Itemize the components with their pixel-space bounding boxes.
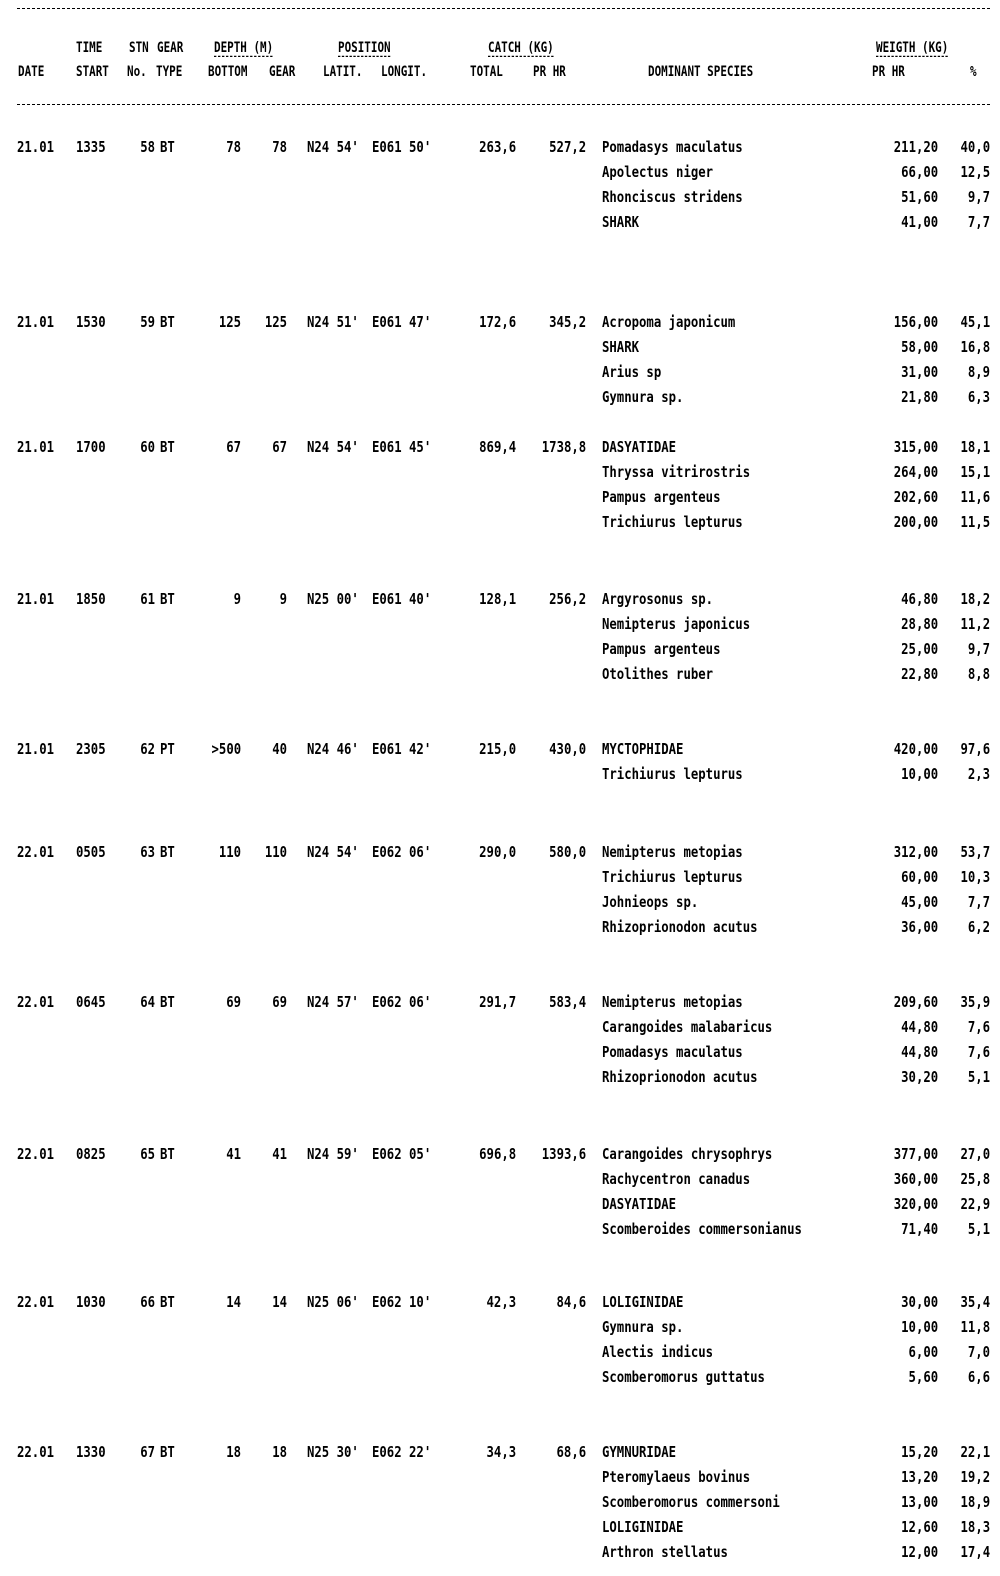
species-name: Pampus argenteus bbox=[602, 640, 721, 658]
station-catch-pr-hr: 256,2 bbox=[548, 590, 586, 608]
species-name: Nemipterus metopias bbox=[602, 843, 743, 861]
station-number: 65 bbox=[140, 1145, 155, 1163]
species-name: Arthron stellatus bbox=[602, 1543, 728, 1561]
species-name: Apolectus niger bbox=[602, 163, 714, 181]
station-longitude: E062 05' bbox=[372, 1145, 432, 1163]
station-gear-type: BT bbox=[160, 438, 175, 456]
station-latitude: N24 59' bbox=[307, 1145, 359, 1163]
species-weight-pr-hr: 156,00 bbox=[893, 313, 938, 331]
station-bottom-depth: 18 bbox=[226, 1443, 241, 1461]
species-name: Pomadasys maculatus bbox=[602, 1043, 743, 1061]
station-catch-total: 869,4 bbox=[478, 438, 516, 456]
station-catch-total: 290,0 bbox=[478, 843, 516, 861]
species-percent: 6,2 bbox=[967, 918, 990, 936]
species-percent: 9,7 bbox=[967, 640, 990, 658]
species-weight-pr-hr: 312,00 bbox=[893, 843, 938, 861]
species-name: Gymnura sp. bbox=[602, 388, 684, 406]
species-weight-pr-hr: 360,00 bbox=[893, 1170, 938, 1188]
station-catch-total: 696,8 bbox=[478, 1145, 516, 1163]
species-name: Scomberomorus commersoni bbox=[602, 1493, 780, 1511]
species-percent: 45,1 bbox=[960, 313, 990, 331]
species-percent: 12,5 bbox=[960, 163, 990, 181]
station-bottom-depth: 67 bbox=[226, 438, 241, 456]
station-latitude: N24 54' bbox=[307, 138, 359, 156]
station-date: 21.01 bbox=[17, 740, 55, 758]
species-name: Trichiurus lepturus bbox=[602, 513, 743, 531]
header-longit: LONGIT. bbox=[381, 64, 428, 80]
species-percent: 2,3 bbox=[967, 765, 990, 783]
station-bottom-depth: 78 bbox=[226, 138, 241, 156]
header-latit: LATIT. bbox=[323, 64, 363, 80]
species-percent: 53,7 bbox=[960, 843, 990, 861]
species-weight-pr-hr: 41,00 bbox=[900, 213, 938, 231]
species-percent: 7,7 bbox=[967, 213, 990, 231]
top-dashed-rule bbox=[17, 8, 990, 9]
station-gear-depth: 110 bbox=[264, 843, 287, 861]
species-weight-pr-hr: 51,60 bbox=[900, 188, 938, 206]
species-percent: 7,6 bbox=[967, 1043, 990, 1061]
species-name: Argyrosonus sp. bbox=[602, 590, 714, 608]
station-time: 0825 bbox=[76, 1145, 106, 1163]
header-stn-no: No. bbox=[127, 64, 147, 80]
species-percent: 18,2 bbox=[960, 590, 990, 608]
station-catch-pr-hr: 430,0 bbox=[548, 740, 586, 758]
species-weight-pr-hr: 13,20 bbox=[900, 1468, 938, 1486]
species-weight-pr-hr: 46,80 bbox=[900, 590, 938, 608]
species-weight-pr-hr: 71,40 bbox=[900, 1220, 938, 1238]
station-catch-pr-hr: 580,0 bbox=[548, 843, 586, 861]
station-gear-depth: 78 bbox=[272, 138, 287, 156]
header-weight-pr-hr: PR HR bbox=[872, 64, 905, 80]
station-number: 66 bbox=[140, 1293, 155, 1311]
header-weight: WEIGTH (KG) bbox=[876, 40, 949, 56]
species-name: MYCTOPHIDAE bbox=[602, 740, 684, 758]
station-longitude: E062 22' bbox=[372, 1443, 432, 1461]
station-gear-depth: 18 bbox=[272, 1443, 287, 1461]
species-percent: 27,0 bbox=[960, 1145, 990, 1163]
species-weight-pr-hr: 31,00 bbox=[900, 363, 938, 381]
species-name: Alectis indicus bbox=[602, 1343, 714, 1361]
species-name: Pampus argenteus bbox=[602, 488, 721, 506]
species-percent: 19,2 bbox=[960, 1468, 990, 1486]
species-percent: 97,6 bbox=[960, 740, 990, 758]
species-name: Nemipterus metopias bbox=[602, 993, 743, 1011]
station-bottom-depth: 14 bbox=[226, 1293, 241, 1311]
species-percent: 7,6 bbox=[967, 1018, 990, 1036]
species-weight-pr-hr: 315,00 bbox=[893, 438, 938, 456]
species-name: DASYATIDAE bbox=[602, 1195, 677, 1213]
station-date: 22.01 bbox=[17, 1443, 55, 1461]
species-weight-pr-hr: 30,20 bbox=[900, 1068, 938, 1086]
station-number: 67 bbox=[140, 1443, 155, 1461]
species-weight-pr-hr: 25,00 bbox=[900, 640, 938, 658]
station-time: 1700 bbox=[76, 438, 106, 456]
species-weight-pr-hr: 28,80 bbox=[900, 615, 938, 633]
station-latitude: N24 46' bbox=[307, 740, 359, 758]
station-date: 22.01 bbox=[17, 843, 55, 861]
species-name: LOLIGINIDAE bbox=[602, 1293, 684, 1311]
species-percent: 22,9 bbox=[960, 1195, 990, 1213]
species-weight-pr-hr: 12,60 bbox=[900, 1518, 938, 1536]
species-name: Nemipterus japonicus bbox=[602, 615, 751, 633]
station-longitude: E061 45' bbox=[372, 438, 432, 456]
species-name: LOLIGINIDAE bbox=[602, 1518, 684, 1536]
station-latitude: N24 57' bbox=[307, 993, 359, 1011]
station-catch-pr-hr: 527,2 bbox=[548, 138, 586, 156]
species-weight-pr-hr: 320,00 bbox=[893, 1195, 938, 1213]
header-percent: % bbox=[970, 64, 977, 80]
station-gear-type: BT bbox=[160, 1443, 175, 1461]
station-gear-type: BT bbox=[160, 138, 175, 156]
station-longitude: E061 50' bbox=[372, 138, 432, 156]
species-percent: 6,6 bbox=[967, 1368, 990, 1386]
species-name: Trichiurus lepturus bbox=[602, 765, 743, 783]
station-gear-type: BT bbox=[160, 590, 175, 608]
header-bottom: BOTTOM bbox=[208, 64, 248, 80]
station-longitude: E062 06' bbox=[372, 993, 432, 1011]
species-weight-pr-hr: 13,00 bbox=[900, 1493, 938, 1511]
station-number: 61 bbox=[140, 590, 155, 608]
station-bottom-depth: 69 bbox=[226, 993, 241, 1011]
header-gear: GEAR bbox=[157, 40, 184, 56]
station-gear-type: BT bbox=[160, 843, 175, 861]
species-percent: 18,1 bbox=[960, 438, 990, 456]
station-catch-total: 128,1 bbox=[478, 590, 516, 608]
species-percent: 35,4 bbox=[960, 1293, 990, 1311]
species-weight-pr-hr: 12,00 bbox=[900, 1543, 938, 1561]
station-gear-depth: 41 bbox=[272, 1145, 287, 1163]
species-weight-pr-hr: 36,00 bbox=[900, 918, 938, 936]
species-percent: 8,9 bbox=[967, 363, 990, 381]
header-gear-depth: GEAR bbox=[269, 64, 296, 80]
species-name: SHARK bbox=[602, 213, 640, 231]
header-date: DATE bbox=[18, 64, 45, 80]
header-depth: DEPTH (M) bbox=[214, 40, 274, 56]
station-date: 22.01 bbox=[17, 1145, 55, 1163]
species-percent: 9,7 bbox=[967, 188, 990, 206]
species-percent: 18,9 bbox=[960, 1493, 990, 1511]
header-catch: CATCH (KG) bbox=[488, 40, 554, 56]
station-latitude: N24 54' bbox=[307, 438, 359, 456]
species-weight-pr-hr: 45,00 bbox=[900, 893, 938, 911]
species-weight-pr-hr: 377,00 bbox=[893, 1145, 938, 1163]
station-time: 2305 bbox=[76, 740, 106, 758]
species-percent: 10,3 bbox=[960, 868, 990, 886]
species-weight-pr-hr: 66,00 bbox=[900, 163, 938, 181]
species-weight-pr-hr: 202,60 bbox=[893, 488, 938, 506]
species-name: Otolithes ruber bbox=[602, 665, 714, 683]
species-name: SHARK bbox=[602, 338, 640, 356]
species-name: Scomberomorus guttatus bbox=[602, 1368, 765, 1386]
species-name: Rachycentron canadus bbox=[602, 1170, 751, 1188]
species-weight-pr-hr: 60,00 bbox=[900, 868, 938, 886]
station-longitude: E062 06' bbox=[372, 843, 432, 861]
species-weight-pr-hr: 209,60 bbox=[893, 993, 938, 1011]
species-weight-pr-hr: 30,00 bbox=[900, 1293, 938, 1311]
station-longitude: E061 42' bbox=[372, 740, 432, 758]
header-start: START bbox=[76, 64, 109, 80]
header-dominant-species: DOMINANT SPECIES bbox=[648, 64, 754, 80]
station-gear-type: BT bbox=[160, 313, 175, 331]
station-number: 62 bbox=[140, 740, 155, 758]
station-number: 58 bbox=[140, 138, 155, 156]
species-weight-pr-hr: 44,80 bbox=[900, 1043, 938, 1061]
station-time: 1850 bbox=[76, 590, 106, 608]
station-time: 1335 bbox=[76, 138, 106, 156]
station-catch-pr-hr: 68,6 bbox=[556, 1443, 586, 1461]
station-number: 59 bbox=[140, 313, 155, 331]
station-number: 60 bbox=[140, 438, 155, 456]
species-name: GYMNURIDAE bbox=[602, 1443, 677, 1461]
species-percent: 11,6 bbox=[960, 488, 990, 506]
station-gear-depth: 9 bbox=[279, 590, 287, 608]
header-gear-type: TYPE bbox=[156, 64, 183, 80]
station-gear-depth: 69 bbox=[272, 993, 287, 1011]
station-time: 1030 bbox=[76, 1293, 106, 1311]
species-percent: 15,1 bbox=[960, 463, 990, 481]
species-percent: 7,7 bbox=[967, 893, 990, 911]
species-weight-pr-hr: 58,00 bbox=[900, 338, 938, 356]
species-weight-pr-hr: 10,00 bbox=[900, 765, 938, 783]
species-name: Carangoides malabaricus bbox=[602, 1018, 773, 1036]
species-percent: 8,8 bbox=[967, 665, 990, 683]
station-catch-total: 263,6 bbox=[478, 138, 516, 156]
station-longitude: E061 47' bbox=[372, 313, 432, 331]
species-name: DASYATIDAE bbox=[602, 438, 677, 456]
header-time: TIME bbox=[76, 40, 103, 56]
station-gear-depth: 14 bbox=[272, 1293, 287, 1311]
station-date: 22.01 bbox=[17, 1293, 55, 1311]
station-longitude: E062 10' bbox=[372, 1293, 432, 1311]
station-catch-pr-hr: 84,6 bbox=[556, 1293, 586, 1311]
species-name: Rhizoprionodon acutus bbox=[602, 918, 758, 936]
station-number: 64 bbox=[140, 993, 155, 1011]
header-dashed-rule bbox=[17, 104, 990, 105]
species-percent: 35,9 bbox=[960, 993, 990, 1011]
station-time: 0505 bbox=[76, 843, 106, 861]
species-name: Trichiurus lepturus bbox=[602, 868, 743, 886]
station-date: 21.01 bbox=[17, 138, 55, 156]
station-gear-type: BT bbox=[160, 1145, 175, 1163]
species-name: Rhonciscus stridens bbox=[602, 188, 743, 206]
station-bottom-depth: 9 bbox=[233, 590, 241, 608]
species-weight-pr-hr: 5,60 bbox=[908, 1368, 938, 1386]
species-weight-pr-hr: 200,00 bbox=[893, 513, 938, 531]
station-catch-pr-hr: 1738,8 bbox=[541, 438, 586, 456]
station-bottom-depth: 125 bbox=[218, 313, 241, 331]
header-total: TOTAL bbox=[470, 64, 503, 80]
station-bottom-depth: 41 bbox=[226, 1145, 241, 1163]
species-percent: 5,1 bbox=[967, 1068, 990, 1086]
station-date: 22.01 bbox=[17, 993, 55, 1011]
species-percent: 16,8 bbox=[960, 338, 990, 356]
species-percent: 40,0 bbox=[960, 138, 990, 156]
species-name: Carangoides chrysophrys bbox=[602, 1145, 773, 1163]
species-name: Pteromylaeus bovinus bbox=[602, 1468, 751, 1486]
station-gear-depth: 67 bbox=[272, 438, 287, 456]
station-catch-total: 34,3 bbox=[486, 1443, 516, 1461]
species-percent: 11,2 bbox=[960, 615, 990, 633]
station-catch-total: 42,3 bbox=[486, 1293, 516, 1311]
species-percent: 5,1 bbox=[967, 1220, 990, 1238]
species-name: Pomadasys maculatus bbox=[602, 138, 743, 156]
station-latitude: N24 51' bbox=[307, 313, 359, 331]
station-time: 1330 bbox=[76, 1443, 106, 1461]
species-weight-pr-hr: 264,00 bbox=[893, 463, 938, 481]
station-bottom-depth: 110 bbox=[218, 843, 241, 861]
species-name: Gymnura sp. bbox=[602, 1318, 684, 1336]
species-percent: 11,8 bbox=[960, 1318, 990, 1336]
station-longitude: E061 40' bbox=[372, 590, 432, 608]
station-catch-total: 172,6 bbox=[478, 313, 516, 331]
species-name: Scomberoides commersonianus bbox=[602, 1220, 802, 1238]
species-name: Johnieops sp. bbox=[602, 893, 699, 911]
station-gear-type: BT bbox=[160, 993, 175, 1011]
station-catch-total: 291,7 bbox=[478, 993, 516, 1011]
species-percent: 22,1 bbox=[960, 1443, 990, 1461]
species-name: Acropoma japonicum bbox=[602, 313, 736, 331]
species-percent: 7,0 bbox=[967, 1343, 990, 1361]
station-catch-total: 215,0 bbox=[478, 740, 516, 758]
station-gear-type: BT bbox=[160, 1293, 175, 1311]
station-catch-pr-hr: 583,4 bbox=[548, 993, 586, 1011]
station-number: 63 bbox=[140, 843, 155, 861]
station-latitude: N25 00' bbox=[307, 590, 359, 608]
station-catch-pr-hr: 345,2 bbox=[548, 313, 586, 331]
header-pr-hr: PR HR bbox=[533, 64, 566, 80]
station-latitude: N24 54' bbox=[307, 843, 359, 861]
species-percent: 11,5 bbox=[960, 513, 990, 531]
species-weight-pr-hr: 15,20 bbox=[900, 1443, 938, 1461]
station-time: 1530 bbox=[76, 313, 106, 331]
station-bottom-depth: >500 bbox=[211, 740, 241, 758]
species-percent: 25,8 bbox=[960, 1170, 990, 1188]
station-latitude: N25 06' bbox=[307, 1293, 359, 1311]
header-stn: STN bbox=[129, 40, 149, 56]
species-percent: 17,4 bbox=[960, 1543, 990, 1561]
station-date: 21.01 bbox=[17, 438, 55, 456]
species-name: Rhizoprionodon acutus bbox=[602, 1068, 758, 1086]
species-weight-pr-hr: 22,80 bbox=[900, 665, 938, 683]
species-name: Thryssa vitrirostris bbox=[602, 463, 751, 481]
species-weight-pr-hr: 211,20 bbox=[893, 138, 938, 156]
station-gear-type: PT bbox=[160, 740, 175, 758]
station-date: 21.01 bbox=[17, 590, 55, 608]
species-percent: 18,3 bbox=[960, 1518, 990, 1536]
species-weight-pr-hr: 420,00 bbox=[893, 740, 938, 758]
species-weight-pr-hr: 10,00 bbox=[900, 1318, 938, 1336]
station-gear-depth: 40 bbox=[272, 740, 287, 758]
header-position: POSITION bbox=[338, 40, 391, 56]
station-time: 0645 bbox=[76, 993, 106, 1011]
station-catch-pr-hr: 1393,6 bbox=[541, 1145, 586, 1163]
species-weight-pr-hr: 6,00 bbox=[908, 1343, 938, 1361]
species-name: Arius sp bbox=[602, 363, 662, 381]
station-latitude: N25 30' bbox=[307, 1443, 359, 1461]
species-percent: 6,3 bbox=[967, 388, 990, 406]
station-gear-depth: 125 bbox=[264, 313, 287, 331]
station-date: 21.01 bbox=[17, 313, 55, 331]
species-weight-pr-hr: 21,80 bbox=[900, 388, 938, 406]
species-weight-pr-hr: 44,80 bbox=[900, 1018, 938, 1036]
